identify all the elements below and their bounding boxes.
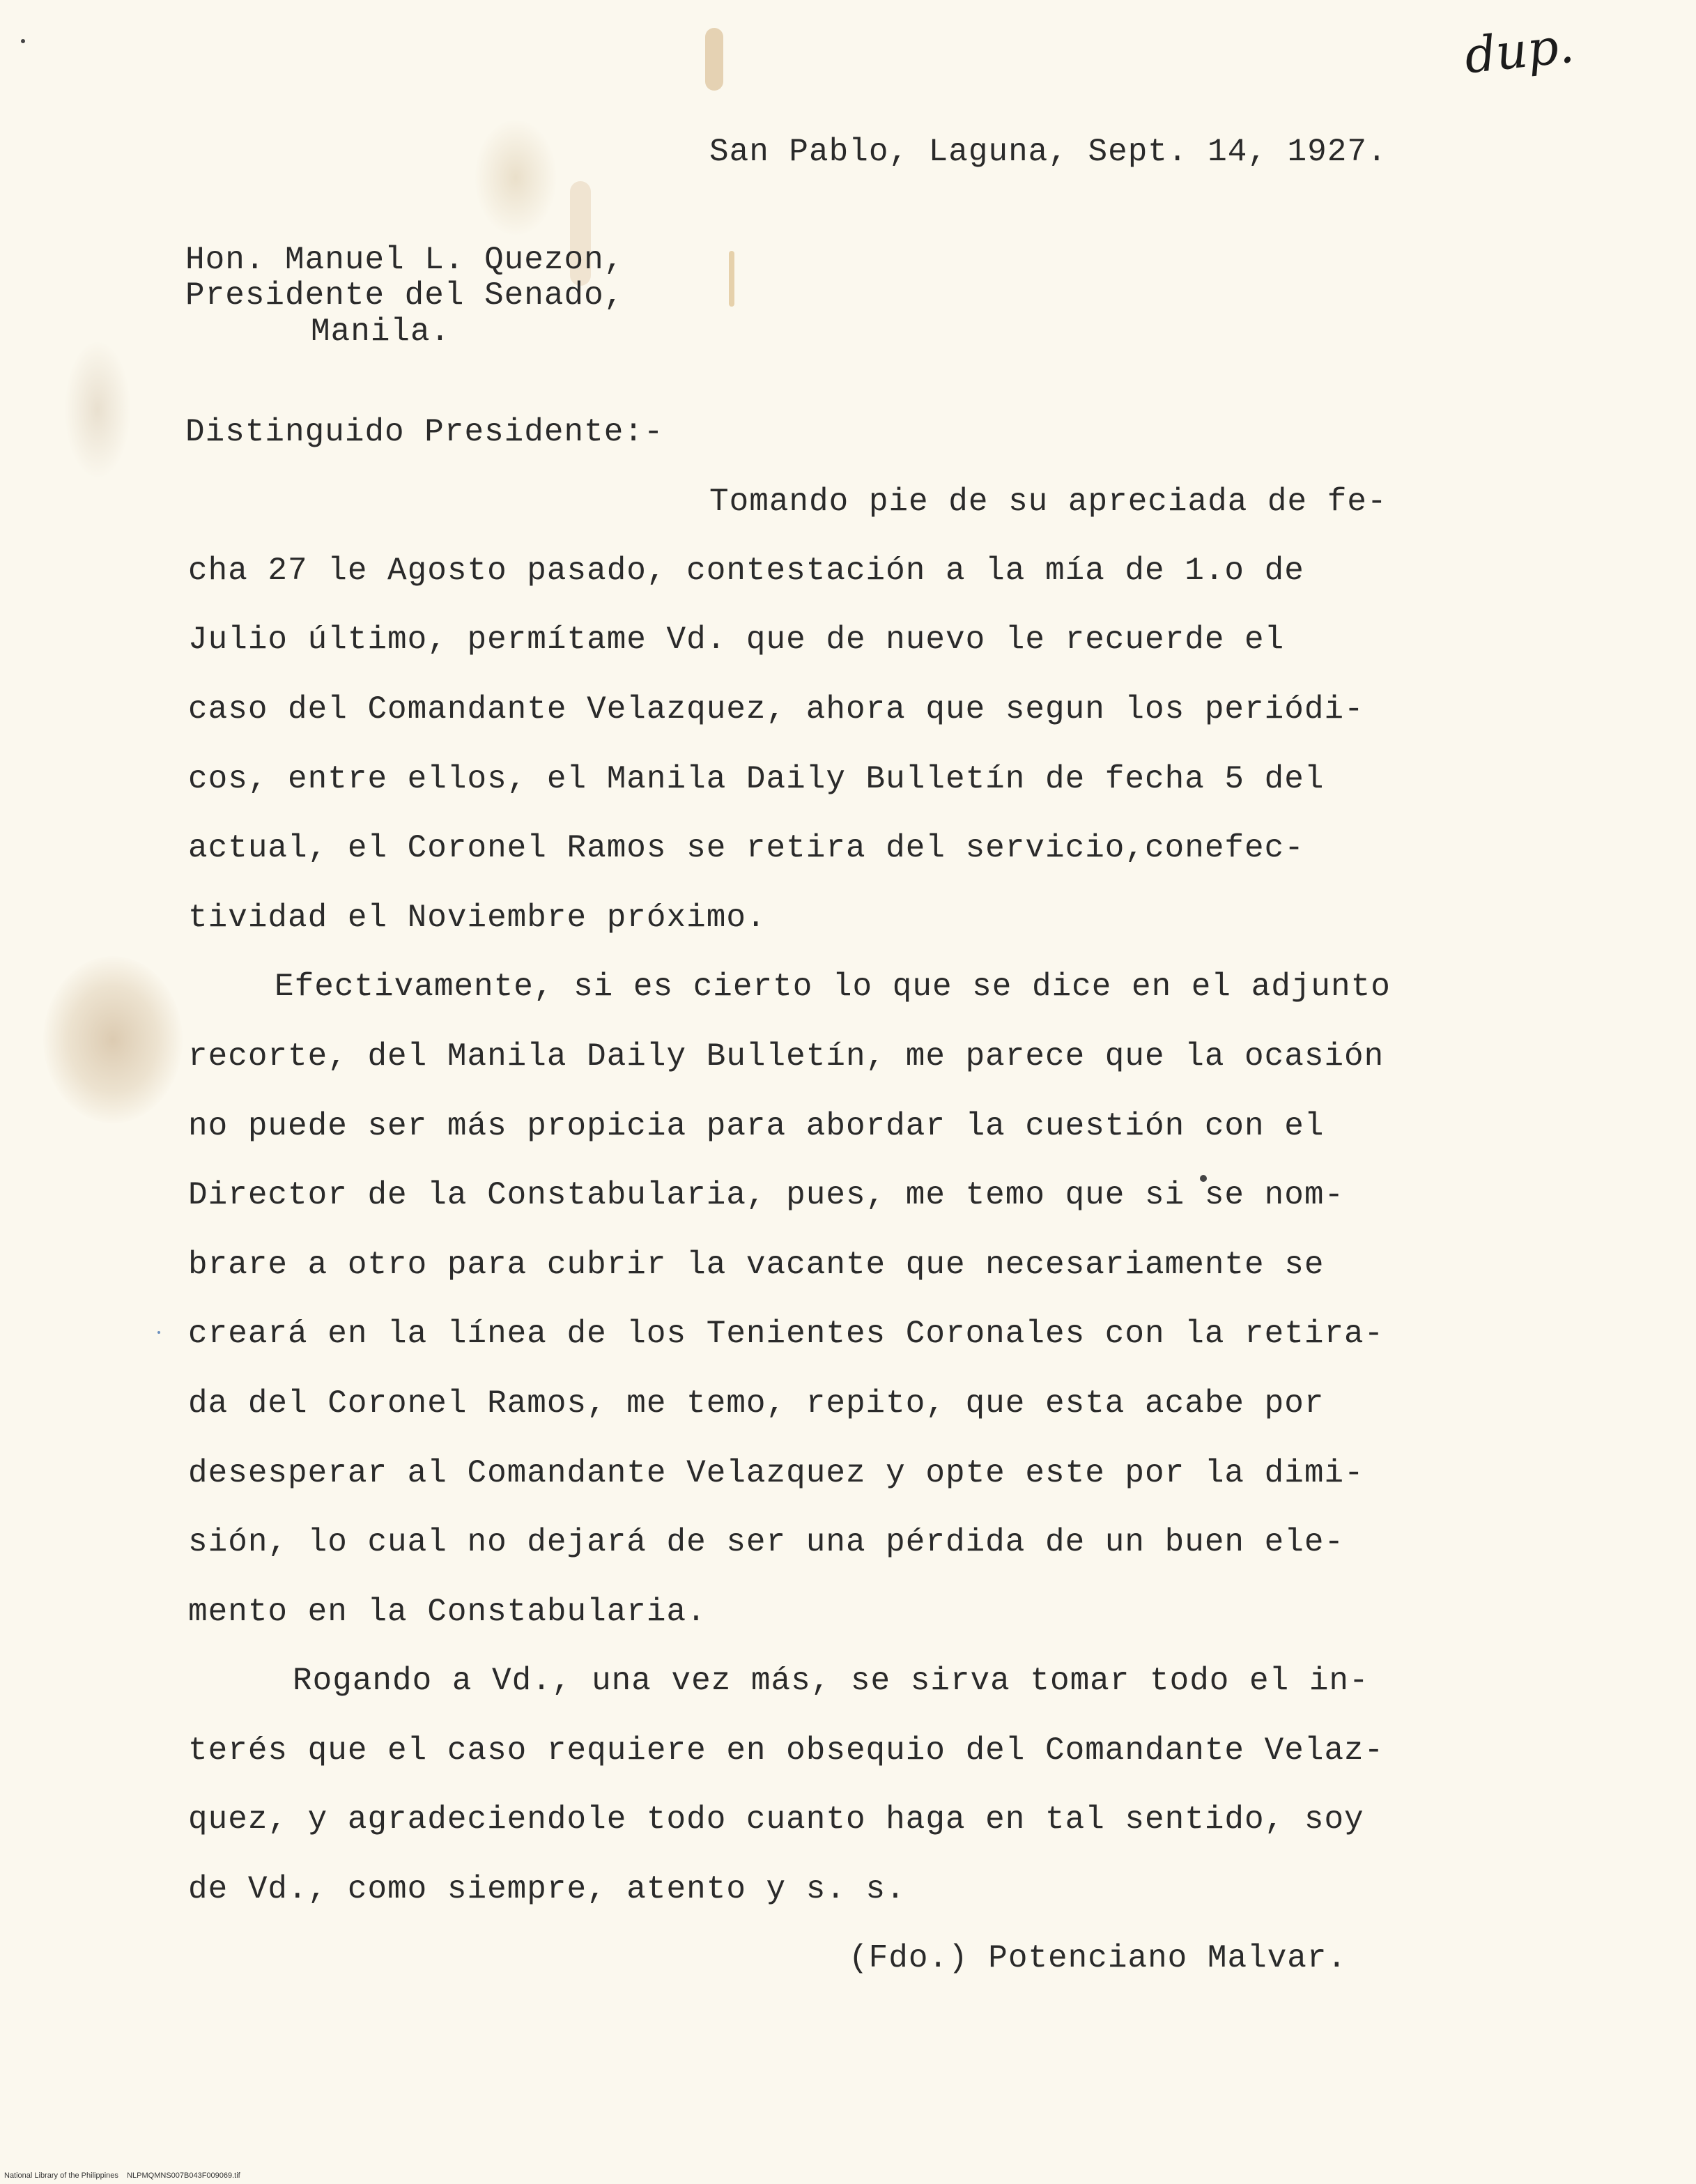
place-date: San Pablo, Laguna, Sept. 14, 1927. (709, 134, 1387, 170)
water-stain-large (43, 956, 183, 1123)
body-line: mento en la Constabularia. (188, 1594, 707, 1630)
drip-stain-3 (729, 251, 734, 307)
body-line: actual, el Coronel Ramos se retira del servicio,conefec- (188, 830, 1304, 866)
body-line: creará en la línea de los Tenientes Coronales con la retira- (188, 1316, 1385, 1352)
body-line: terés que el caso requiere en obsequio del Comandante Velaz- (188, 1732, 1385, 1769)
body-line: da del Coronel Ramos, me temo, repito, que esta acabe por (188, 1385, 1325, 1422)
body-line: Julio último, permítame Vd. que de nuevo le recuerde el (188, 622, 1285, 658)
body-line: caso del Comandante Velazquez, ahora que segun los periódi- (188, 691, 1364, 728)
body-line: cha 27 le Agosto pasado, contestación a la mía de 1.o de (188, 553, 1304, 589)
ink-speck (157, 1331, 160, 1334)
body-line: Director de la Constabularia, pues, me temo que si se nom- (188, 1177, 1345, 1213)
body-line: de Vd., como siempre, atento y s. s. (188, 1871, 906, 1907)
body-line: recorte, del Manila Daily Bulletín, me parece que la ocasión (188, 1038, 1385, 1075)
salutation: Distinguido Presidente:- (185, 414, 664, 450)
body-line: cos, entre ellos, el Manila Daily Bulletín de fecha 5 del (188, 761, 1325, 797)
body-line: Rogando a Vd., una vez más, se sirva tomar todo el in- (293, 1663, 1369, 1699)
water-stain-top (474, 118, 557, 237)
drip-stain-1 (705, 28, 723, 91)
body-line: sión, lo cual no dejará de ser una pérdida de un buen ele- (188, 1524, 1345, 1560)
addressee-city: Manila. (311, 314, 451, 350)
signature: (Fdo.) Potenciano Malvar. (849, 1940, 1348, 1976)
body-line: brare a otro para cubrir la vacante que necesariamente se (188, 1247, 1325, 1283)
water-stain-left (64, 340, 131, 479)
body-line: Efectivamente, si es cierto lo que se dice en el adjunto (275, 969, 1391, 1005)
body-line: desesperar al Comandante Velazquez y opte este por la dimi- (188, 1455, 1364, 1491)
body-line: quez, y agradeciendole todo cuanto haga en tal sentido, soy (188, 1801, 1364, 1838)
handwritten-annotation: dup. (1462, 16, 1577, 85)
ink-speck (21, 39, 25, 43)
body-line: no puede ser más propicia para abordar la cuestión con el (188, 1108, 1325, 1144)
body-line: Tomando pie de su apreciada de fe- (709, 484, 1387, 520)
addressee-title: Presidente del Senado, (185, 277, 624, 314)
addressee-name: Hon. Manuel L. Quezon, (185, 242, 624, 278)
scan-footer: National Library of the Philippines NLPMQMNS007B043F009069.tif (4, 2171, 240, 2180)
body-line: tividad el Noviembre próximo. (188, 900, 766, 936)
